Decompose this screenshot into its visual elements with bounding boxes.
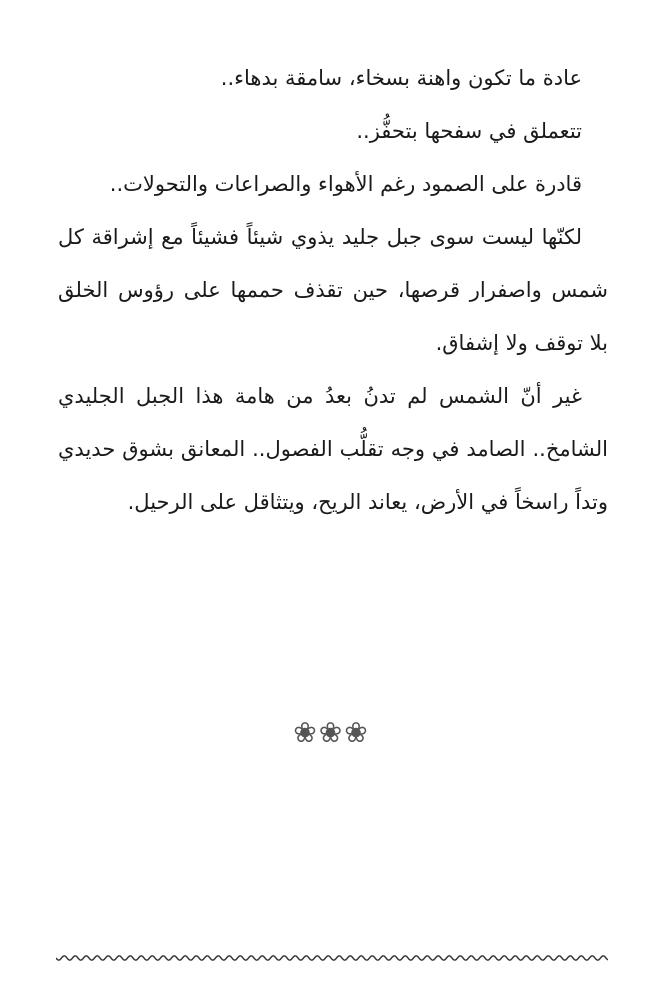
section-divider-ornament: ❀❀❀ bbox=[293, 716, 370, 749]
footer-wave-divider bbox=[56, 950, 608, 966]
paragraph-2: تتعملق في سفحها بتحفُّز.. bbox=[356, 119, 582, 143]
document-body bbox=[58, 52, 608, 529]
paragraph-3: قادرة على الصمود رغم الأهواء والصراعات والتحولات.. bbox=[109, 172, 582, 196]
paragraph-1: عادة ما تكون واهنة بسخاء، سامقة بدهاء.. bbox=[220, 66, 582, 90]
paragraph-5: غير أنّ الشمس لم تدنُ بعدُ من هامة هذا الجبل الجليدي الشامخ.. الصامد في وجه تقلُّب الفصول.. المعانق بشوق حديدي وتداً راسخاً في الأرض، يعاند الريح، ويتثاقل على الرحيل. bbox=[58, 384, 608, 514]
paragraph-4: لكنّها ليست سوى جبل جليد يذوي شيئاً فشيئاً مع إشراقة كل شمس واصفرار قرصها، حين تقذف حممها على رؤوس الخلق بلا توقف ولا إشفاق. bbox=[58, 225, 608, 355]
